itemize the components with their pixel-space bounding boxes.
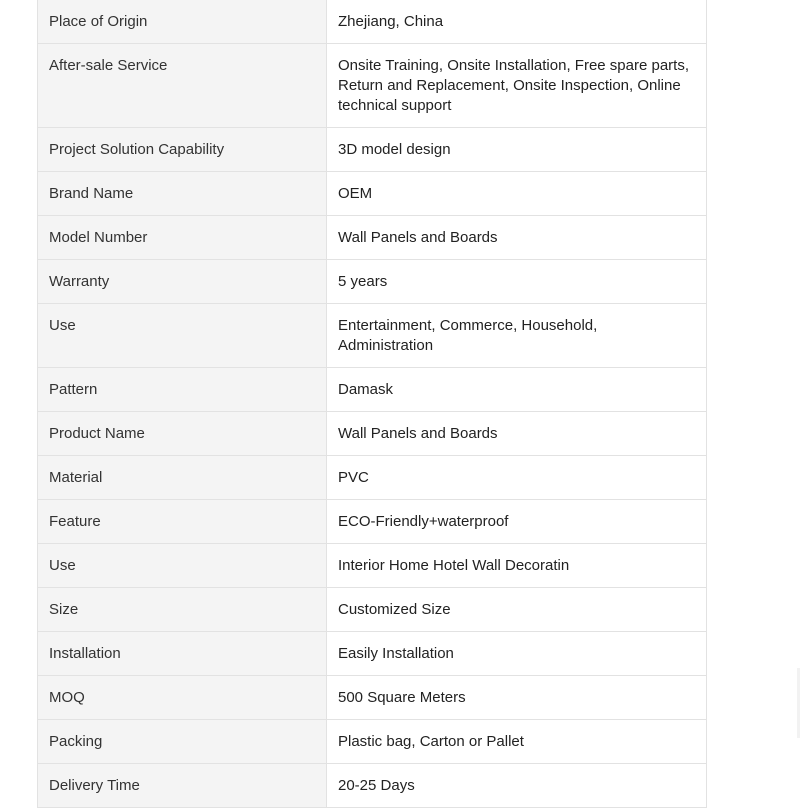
spec-label: Size [38, 588, 327, 632]
spec-value: Entertainment, Commerce, Household, Administration [327, 304, 707, 368]
spec-value: Wall Panels and Boards [327, 216, 707, 260]
spec-label: Brand Name [38, 172, 327, 216]
spec-label: Model Number [38, 216, 327, 260]
spec-value: Customized Size [327, 588, 707, 632]
spec-label: Use [38, 544, 327, 588]
spec-row-pattern [38, 368, 707, 412]
spec-value: OEM [327, 172, 707, 216]
spec-value: ECO-Friendly+waterproof [327, 500, 707, 544]
spec-label: Installation [38, 632, 327, 676]
spec-value: Wall Panels and Boards [327, 412, 707, 456]
spec-label: Pattern [38, 368, 327, 412]
spec-row-packing [38, 720, 707, 764]
spec-label: Place of Origin [38, 0, 327, 44]
product-specs-table [37, 0, 707, 808]
spec-row-material [38, 456, 707, 500]
spec-value: Easily Installation [327, 632, 707, 676]
spec-value: 3D model design [327, 128, 707, 172]
spec-label: Warranty [38, 260, 327, 304]
spec-row-delivery-time [38, 764, 707, 808]
spec-value: Damask [327, 368, 707, 412]
spec-value: PVC [327, 456, 707, 500]
spec-label: Delivery Time [38, 764, 327, 808]
spec-row-warranty [38, 260, 707, 304]
spec-row-product-name [38, 412, 707, 456]
spec-label: Feature [38, 500, 327, 544]
spec-label: Use [38, 304, 327, 368]
spec-row-moq [38, 676, 707, 720]
spec-label: Material [38, 456, 327, 500]
spec-value: Zhejiang, China [327, 0, 707, 44]
spec-value: 5 years [327, 260, 707, 304]
specs-table-body [38, 0, 707, 808]
spec-row-feature [38, 500, 707, 544]
spec-row-size [38, 588, 707, 632]
spec-value: Plastic bag, Carton or Pallet [327, 720, 707, 764]
spec-label: Project Solution Capability [38, 128, 327, 172]
spec-value: 500 Square Meters [327, 676, 707, 720]
spec-row-brand-name [38, 172, 707, 216]
spec-row-use [38, 304, 707, 368]
spec-label: Product Name [38, 412, 327, 456]
spec-row-place-of-origin [38, 0, 707, 44]
spec-label: Packing [38, 720, 327, 764]
spec-row-project-solution-capability [38, 128, 707, 172]
spec-row-installation [38, 632, 707, 676]
spec-value: Interior Home Hotel Wall Decoratin [327, 544, 707, 588]
spec-value: Onsite Training, Onsite Installation, Free spare parts, Return and Replacement, Onsite Inspection, Online technical support [327, 44, 707, 128]
spec-value: 20-25 Days [327, 764, 707, 808]
spec-label: MOQ [38, 676, 327, 720]
spec-label: After-sale Service [38, 44, 327, 128]
spec-row-model-number [38, 216, 707, 260]
spec-row-after-sale-service [38, 44, 707, 128]
spec-row-use-2 [38, 544, 707, 588]
